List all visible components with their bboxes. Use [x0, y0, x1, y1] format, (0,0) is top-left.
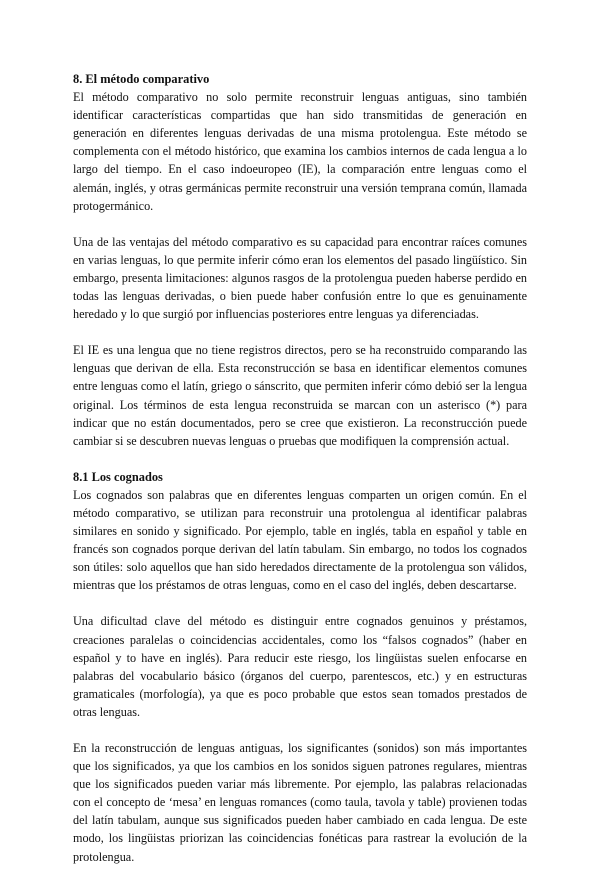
paragraph: Una dificultad clave del método es distinguir entre cognados genuinos y préstamos, creaciones paralelas o coincidencias accidentales, como los “falsos cognados” (haber en español y to have en inglés). Para reducir este riesgo, los lingüistas suelen enfocarse en palabras del vocabulario básico (órganos del cuerpo, parentescos, etc.) y en estructuras gramaticales (morfología), ya que es poco probable que estos sean tomados prestados de otras lenguas. — [73, 614, 527, 719]
section-heading: 8.1 Los cognados — [73, 469, 163, 484]
document-page — [73, 70, 527, 884]
section-heading: 8. El método comparativo — [73, 72, 210, 86]
section-metodo-comparativo — [73, 70, 527, 450]
paragraph: Una de las ventajas del método comparativo es su capacidad para encontrar raíces comunes en varias lenguas, lo que permite inferir cómo eran los elementos del pasado lingüístico. Sin embargo, presenta limitaciones: algunos rasgos de la protolengua pueden haberse perdido en todas las lenguas derivadas, o bien puede haber confusión entre lo que es genuinamente heredado y lo que surgió por influencias posteriores entre lenguas ya diferenciadas. — [73, 234, 527, 322]
paragraph: El IE es una lengua que no tiene registros directos, pero se ha reconstruido comparando las lenguas que derivan de ella. Esta reconstrucción se basa en identificar elementos comunes entre lenguas como el latín, griego o sánscrito, que permiten inferir cómo debió ser la lengua original. Los términos de esta lengua reconstruida se marcan con un asterisco (*) para indicar que no están documentados, pero se cree que existieron. La reconstrucción puede cambiar si se descubren nuevas lenguas o pruebas que modifiquen la comprensión actual. — [73, 343, 527, 448]
paragraph: En la reconstrucción de lenguas antiguas, los significantes (sonidos) son más importantes que los significados, ya que los cambios en los sonidos siguen patrones regulares, mientras que los significados pueden variar más libremente. Por ejemplo, las palabras relacionadas con el concepto de ‘mesa’ en lenguas romances (como taula, tavola y table) provienen todas del latín tabulam, aunque sus significados pueden haber cambiado en cada lengua. De este modo, los lingüistas priorizan las coincidencias fonéticas para rastrear la evolución de la protolengua. — [73, 741, 527, 864]
paragraph: El método comparativo no solo permite reconstruir lenguas antiguas, sino también identificar características compartidas que han sido transmitidas de generación en generación en diferentes lenguas derivadas de una misma protolengua. Este método se complementa con el método histórico, que examina los cambios internos de cada lengua a lo largo del tiempo. En el caso indoeuropeo (IE), la comparación entre lenguas como el alemán, inglés, y otras germánicas permite reconstruir una versión temprana común, llamada protogermánico. — [73, 90, 527, 213]
paragraph: Los cognados son palabras que en diferentes lenguas comparten un origen común. En el método comparativo, se utilizan para reconstruir una protolengua al identificar palabras similares en sonido y significado. Por ejemplo, table en inglés, tabla en español y table en francés son cognados porque derivan del latín tabulam. Sin embargo, no todos los cognados son útiles: solo aquellos que han sido heredados directamente de la protolengua son válidos, mientras que los préstamos de otras lenguas, como en el caso del inglés, deben descartarse. — [73, 487, 527, 593]
section-cognados — [73, 468, 527, 866]
